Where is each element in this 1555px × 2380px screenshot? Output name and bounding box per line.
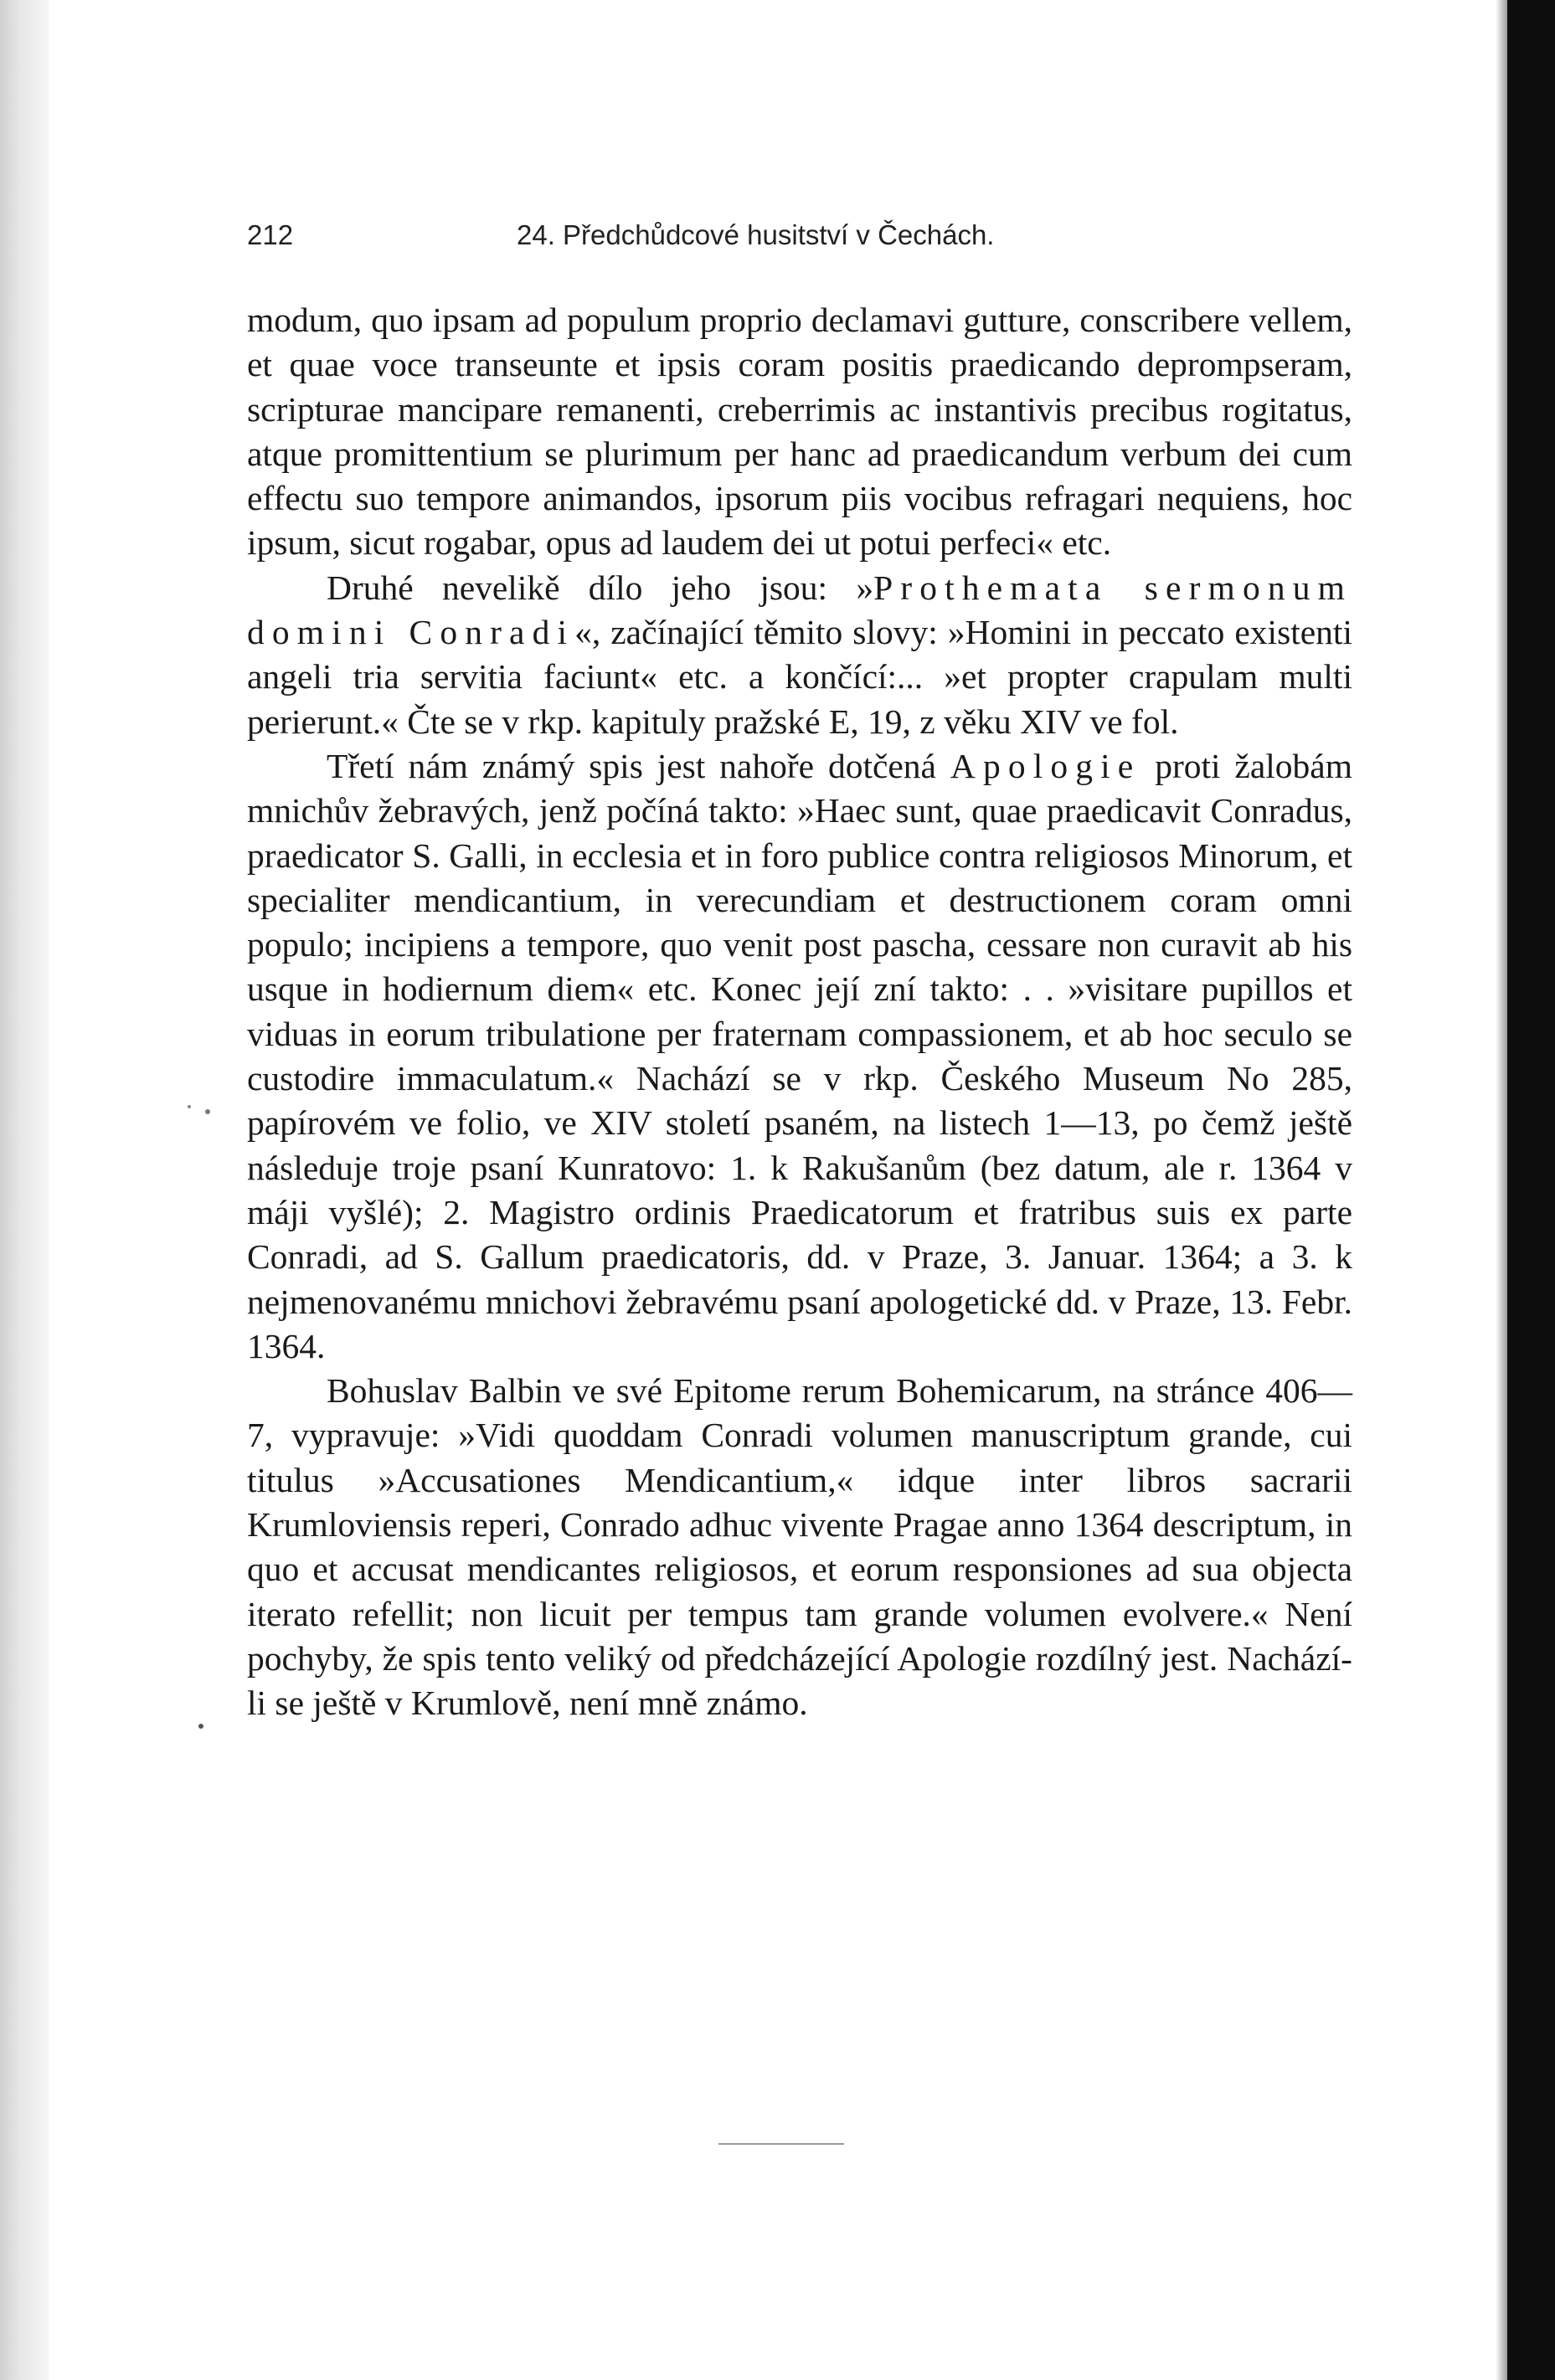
paragraph-3 — [247, 744, 1352, 1369]
running-head — [247, 219, 1352, 263]
scan-specks — [0, 0, 251, 2380]
paragraph-2-text-a: Druhé nevelikě dílo jeho jsou: » — [327, 568, 874, 607]
scan-right-border — [1507, 0, 1555, 2380]
speck — [198, 1724, 203, 1729]
paragraph-1 — [247, 298, 1352, 566]
paragraph-3-text-b: proti žalobám mnichův žebravých, jenž počíná takto: »Haec sunt, quae praedicavit Conradus, praedicator S. Galli, in ecclesia et in foro publice contra religiosos Minorum, et specialiter mendicantium, in verecundiam et destructionem coram omni populo; incipiens a tempore, quo venit post pascha, cessare non curavit ab his usque in hodiernum diem« etc. Konec její zní takto: . . »visitare pupillos et viduas in eorum tribulatione per fraternam compassionem, et ab hoc seculo se custodire immaculatum.« Nachází se v rkp. Českého Museum No 285, papírovém ve folio, ve XIV století psaném, na listech 1—13, po čemž ještě následuje troje psaní Kunratovo: 1. k Rakušanům (bez datum, ale r. 1364 v máji vyšlé); 2. Magistro ordinis Praedicatorum et fratribus suis ex parte Conradi, ad S. Gallum praedicatoris, dd. v Praze, 3. Januar. 1364; a 3. k nejmenovanému mnichovi žebravému psaní apologetické dd. v Praze, 13. Febr. 1364. — [247, 746, 1352, 1365]
speck — [205, 1109, 210, 1114]
section-end-rule — [718, 2143, 844, 2145]
page-number: 212 — [247, 219, 294, 250]
paragraph-2 — [247, 566, 1352, 744]
body-text — [247, 298, 1352, 1726]
page-edge-shadow — [1496, 0, 1507, 2380]
work-title-prothemata: Prothemata sermonum domini Conradi — [247, 568, 1353, 652]
paragraph-2-text-b: «, začínající těmito slovy: »Homini in peccato existenti angeli tria servitia faciunt« etc. a končící:... »et propter crapulam multi perierunt.« Čte se v rkp. kapituly pražské E, 19, z věku XIV ve fol. — [247, 613, 1352, 741]
paragraph-4 — [247, 1369, 1352, 1725]
book-page — [247, 219, 1352, 1726]
paragraph-1-text: modum, quo ipsam ad populum proprio declamavi gutture, conscribere vellem, et quae voce transeunte et ipsis coram positis praedicando deprompseram, scripturae mancipare remanenti, creberrimis ac instantivis precibus rogitatus, atque promittentium se plurimum per hanc ad praedicandum verbum dei cum effectu suo tempore animandos, ipsorum piis vocibus refragari nequiens, hoc ipsum, sicut rogabar, opus ad laudem dei ut potui perfeci« etc. — [247, 301, 1352, 563]
speck — [188, 1105, 191, 1108]
work-title-apologie: Apologie — [950, 746, 1141, 785]
chapter-title: 24. Předchůdcové husitství v Čechách. — [517, 219, 995, 250]
paragraph-4-text: Bohuslav Balbin ve své Epitome rerum Bohemicarum, na stránce 406—7, vypravuje: »Vidi quoddam Conradi volumen manuscriptum grande, cui titulus »Accusationes Mendicantium,« idque inter libros sacrarii Krumloviensis reperi, Conrado adhuc vivente Pragae anno 1364 descriptum, in quo et accusat mendicantes religiosos, et eorum responsiones ad sua objecta iterato refellit; non licuit per tempus tam grande volumen evolvere.« Není pochyby, že spis tento veliký od předcházející Apologie rozdílný jest. Nachází-li se ještě v Krumlově, není mně známo. — [247, 1371, 1352, 1723]
paragraph-3-text-a: Třetí nám známý spis jest nahoře dotčená — [327, 746, 950, 785]
